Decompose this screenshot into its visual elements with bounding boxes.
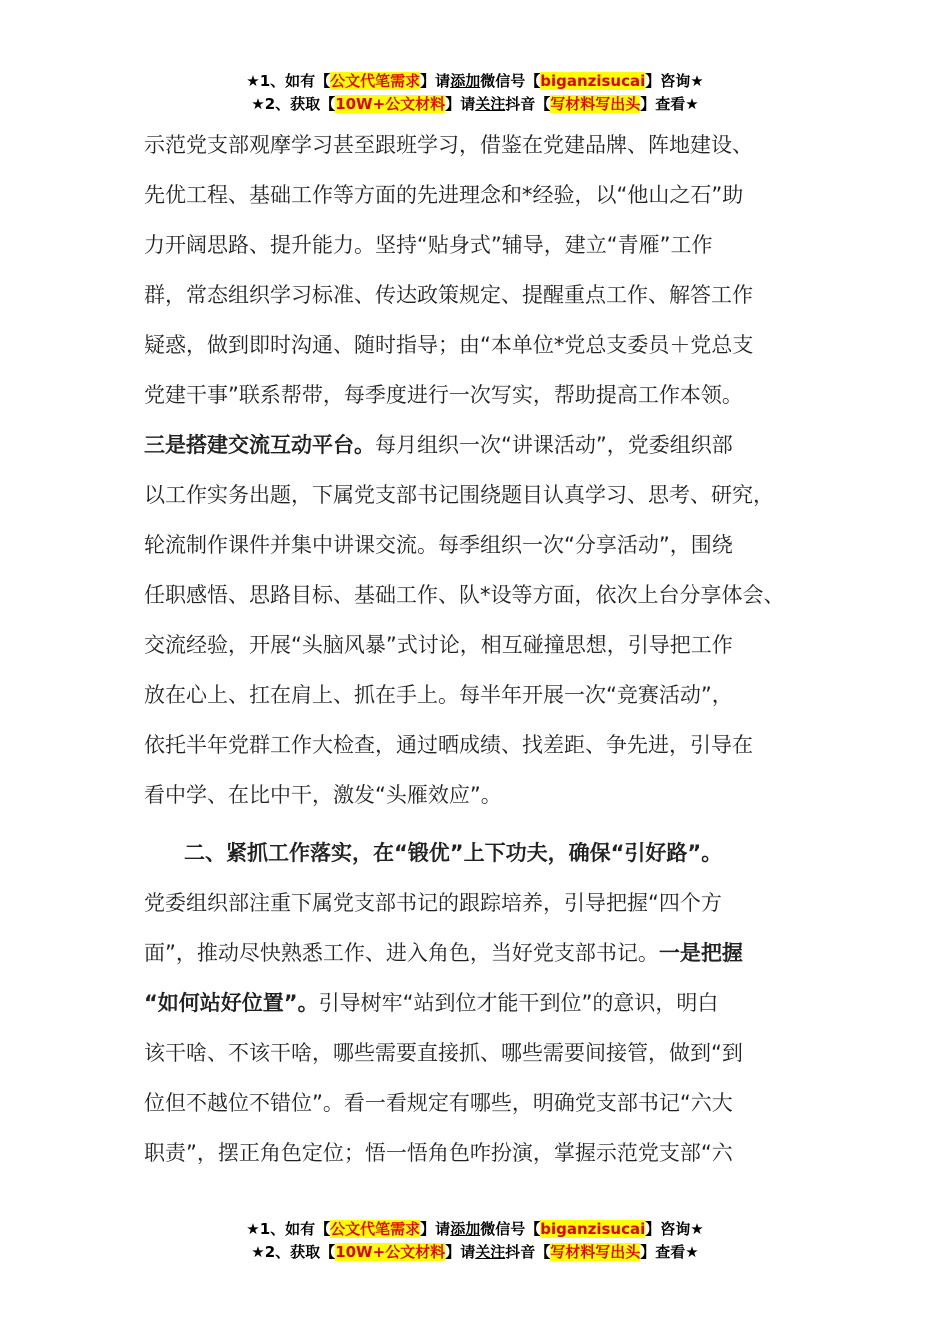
body-line: “如何站好位置”。引导树牢“站到位才能干到位”的意识，明白 [144, 991, 719, 1015]
body-line: 以工作实务出题，下属党支部书记围绕题目认真学习、思考、研究， [144, 483, 774, 507]
body-line: 力开阔思路、提升能力。坚持“贴身式”辅导，建立“青雁”工作 [144, 233, 713, 257]
footer-line-2: ★2、获取【10W+公文材料】请关注抖音【写材料写出头】查看★ [251, 1243, 699, 1261]
bold-lead: 三是搭建交流互动平台。 [144, 433, 375, 457]
body-line: 该干啥、不该干啥，哪些需要直接抓、哪些需要间接管，做到“到 [144, 1041, 743, 1065]
body-line: 面”，推动尽快熟悉工作、进入角色，当好党支部书记。一是把握 [144, 941, 743, 965]
body-line: 三是搭建交流互动平台。每月组织一次“讲课活动”，党委组织部 [144, 433, 733, 457]
section-heading: 二、紧抓工作落实，在“锻优”上下功夫，确保“引好路”。 [184, 841, 723, 865]
bold-lead: 一是把握 [658, 941, 743, 965]
highlight-materials: 10W+公文材料 [335, 1243, 446, 1261]
header-line-2: ★2、获取【10W+公文材料】请关注抖音【写材料写出头】查看★ [251, 95, 699, 113]
highlight-douyin-account: 写材料写出头 [550, 95, 641, 113]
body-line: 示范党支部观摩学习甚至跟班学习，借鉴在党建品牌、阵地建设、 [144, 133, 753, 157]
highlight-materials: 10W+公文材料 [335, 95, 446, 113]
body-line: 疑惑，做到即时沟通、随时指导；由“本单位*党总支委员＋党总支 [144, 333, 754, 357]
body-line: 党建干事”联系帮带，每季度进行一次写实，帮助提高工作本领。 [144, 383, 743, 407]
body-line: 轮流制作课件并集中讲课交流。每季组织一次“分享活动”，围绕 [144, 533, 733, 557]
header-line-1: ★1、如有【公文代笔需求】请添加微信号【biganzisucai】咨询★ [246, 72, 704, 90]
body-line: 位但不越位不错位”。看一看规定有哪些，明确党支部书记“六大 [144, 1091, 733, 1115]
document-body [144, 120, 834, 1178]
body-line: 党委组织部注重下属党支部书记的跟踪培养，引导把握“四个方 [144, 891, 722, 915]
highlight-douyin-account: 写材料写出头 [550, 1243, 641, 1261]
footer-line-1: ★1、如有【公文代笔需求】请添加微信号【biganzisucai】咨询★ [246, 1220, 704, 1238]
highlight-service: 公文代笔需求 [330, 1220, 421, 1238]
body-line: 先优工程、基础工作等方面的先进理念和*经验，以“他山之石”助 [144, 183, 744, 207]
footer-banner [0, 1218, 950, 1264]
highlight-wechat-id: biganzisucai [540, 1220, 646, 1238]
body-line: 职责”，摆正角色定位；悟一悟角色咋扮演，掌握示范党支部“六 [144, 1141, 733, 1165]
body-line: 看中学、在比中干，激发“头雁效应”。 [144, 783, 502, 807]
body-line: 依托半年党群工作大检查，通过晒成绩、找差距、争先进，引导在 [144, 733, 753, 757]
body-line: 交流经验，开展“头脑风暴”式讨论，相互碰撞思想，引导把工作 [144, 633, 733, 657]
header-banner [0, 70, 950, 116]
body-line: 群，常态组织学习标准、传达政策规定、提醒重点工作、解答工作 [144, 283, 753, 307]
body-line: 放在心上、扛在肩上、抓在手上。每半年开展一次“竞赛活动”， [144, 683, 733, 707]
highlight-wechat-id: biganzisucai [540, 72, 646, 90]
bold-lead: “如何站好位置”。 [144, 991, 319, 1015]
body-line: 任职感悟、思路目标、基础工作、队*设等方面，依次上台分享体会、 [144, 583, 785, 607]
highlight-service: 公文代笔需求 [330, 72, 421, 90]
